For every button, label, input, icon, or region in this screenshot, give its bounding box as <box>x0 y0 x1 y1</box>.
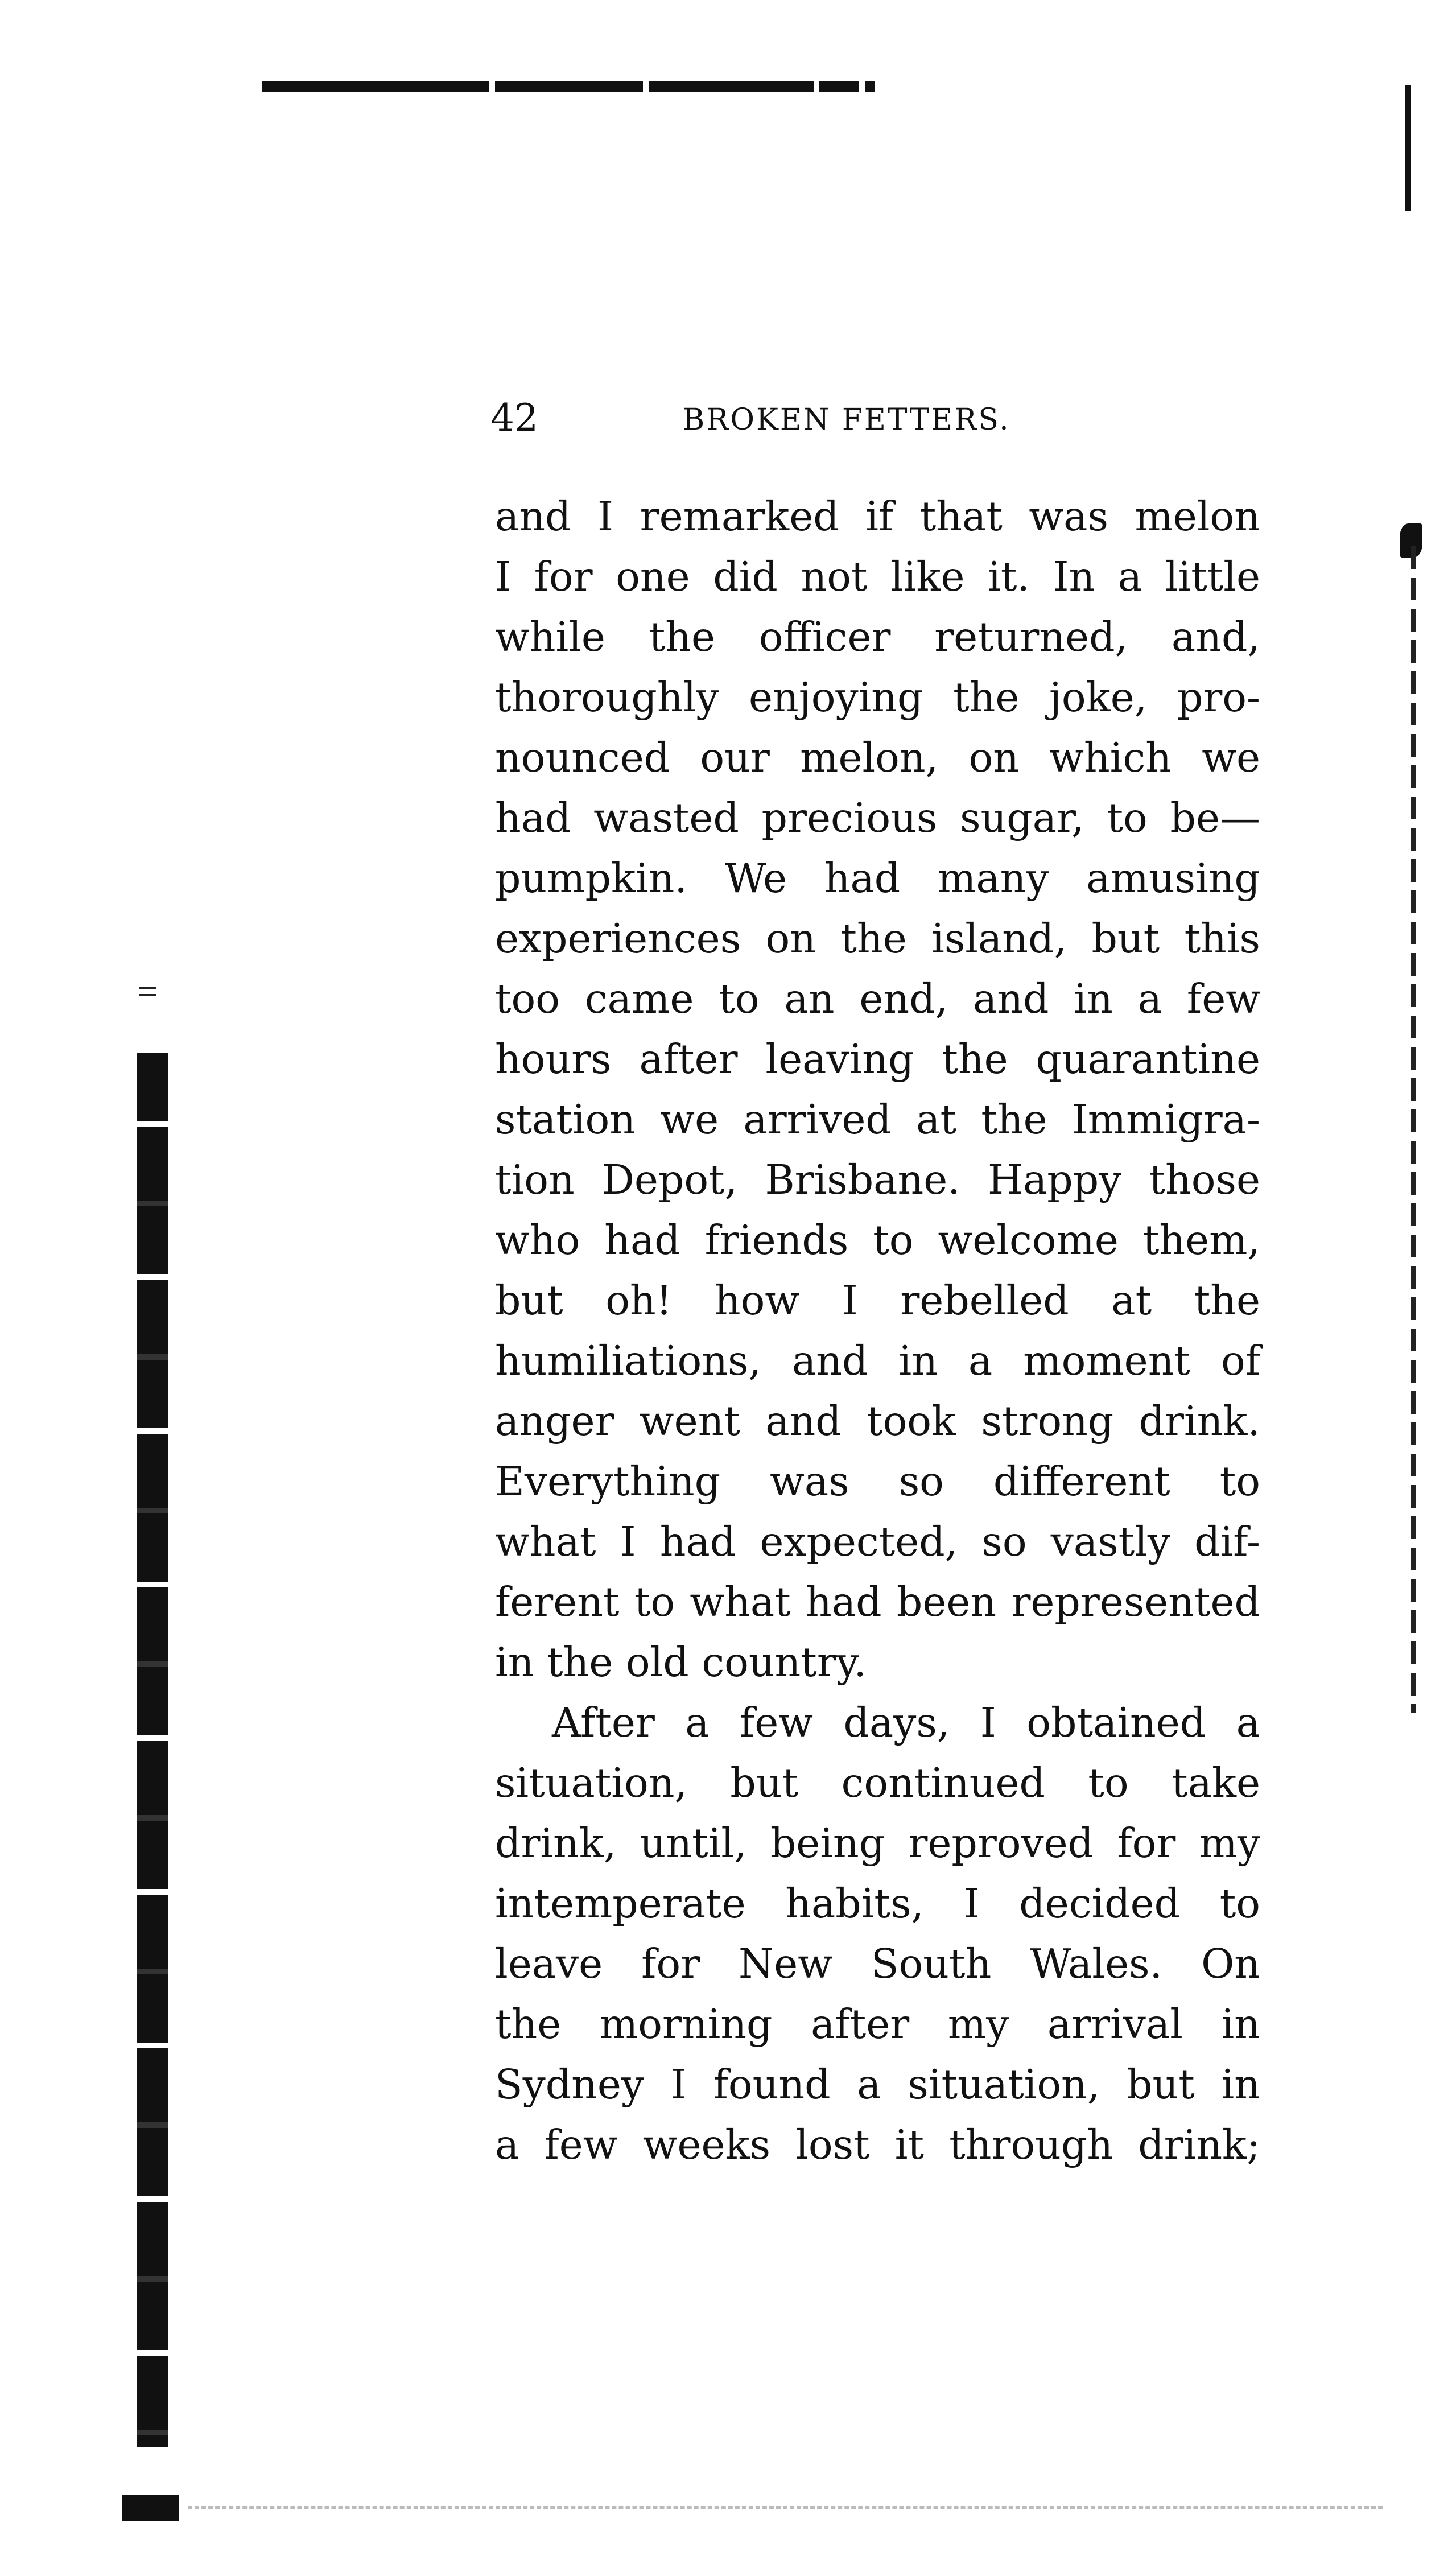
text-line: nounced our melon, on which we <box>495 734 1260 781</box>
scan-artifact-left-corner <box>122 2495 179 2521</box>
text-line: leave for New South Wales. On <box>495 1940 1260 1987</box>
text-line: Everything was so different to <box>495 1458 1260 1505</box>
scan-artifact-left-mark <box>139 987 156 996</box>
text-line: station we arrived at the Immigra- <box>495 1096 1260 1143</box>
text-line: I for one did not like it. In a little <box>495 553 1260 600</box>
scan-artifact-right-bar <box>1411 546 1416 1713</box>
text-line: and I remarked if that was melon <box>495 493 1260 540</box>
text-line: anger went and took strong drink. <box>495 1397 1260 1445</box>
text-line: Sydney I found a situation, but in <box>495 2061 1260 2108</box>
paragraph-1 <box>495 486 1260 1693</box>
running-head: BROKEN FETTERS. <box>683 403 1010 437</box>
text-line: who had friends to welcome them, <box>495 1216 1260 1264</box>
scan-artifact-right-edge <box>1405 85 1411 211</box>
text-line: tion Depot, Brisbane. Happy those <box>495 1156 1260 1203</box>
text-line: thoroughly enjoying the joke, pro- <box>495 674 1260 721</box>
scan-artifact-left-bar <box>137 1053 168 2447</box>
scan-artifact-bottom-noise <box>188 2506 1383 2509</box>
body-text <box>495 486 1260 2175</box>
text-line: intemperate habits, I decided to <box>495 1880 1260 1927</box>
text-line: in the old country. <box>495 1639 867 1686</box>
text-line: pumpkin. We had many amusing <box>495 855 1260 902</box>
page-number: 42 <box>490 396 538 440</box>
text-line: humiliations, and in a moment of <box>495 1337 1260 1384</box>
page-header <box>490 393 1065 444</box>
text-line: a few weeks lost it through drink; <box>495 2121 1260 2168</box>
scan-artifact-top-rule <box>262 80 875 93</box>
text-line: After a few days, I obtained a <box>552 1699 1260 1746</box>
paragraph-2 <box>495 1693 1260 2175</box>
text-line: too came to an end, and in a few <box>495 975 1260 1022</box>
text-line: drink, until, being reproved for my <box>495 1820 1260 1867</box>
text-line: but oh! how I rebelled at the <box>495 1277 1260 1324</box>
text-line: ferent to what had been represented <box>495 1578 1260 1626</box>
text-line: the morning after my arrival in <box>495 2001 1260 2048</box>
text-line: what I had expected, so vastly dif- <box>495 1518 1260 1565</box>
text-line: hours after leaving the quarantine <box>495 1036 1260 1083</box>
text-line: while the officer returned, and, <box>495 613 1260 661</box>
text-line: situation, but continued to take <box>495 1759 1260 1806</box>
text-line: experiences on the island, but this <box>495 915 1260 962</box>
text-line: had wasted precious sugar, to be— <box>495 794 1260 842</box>
